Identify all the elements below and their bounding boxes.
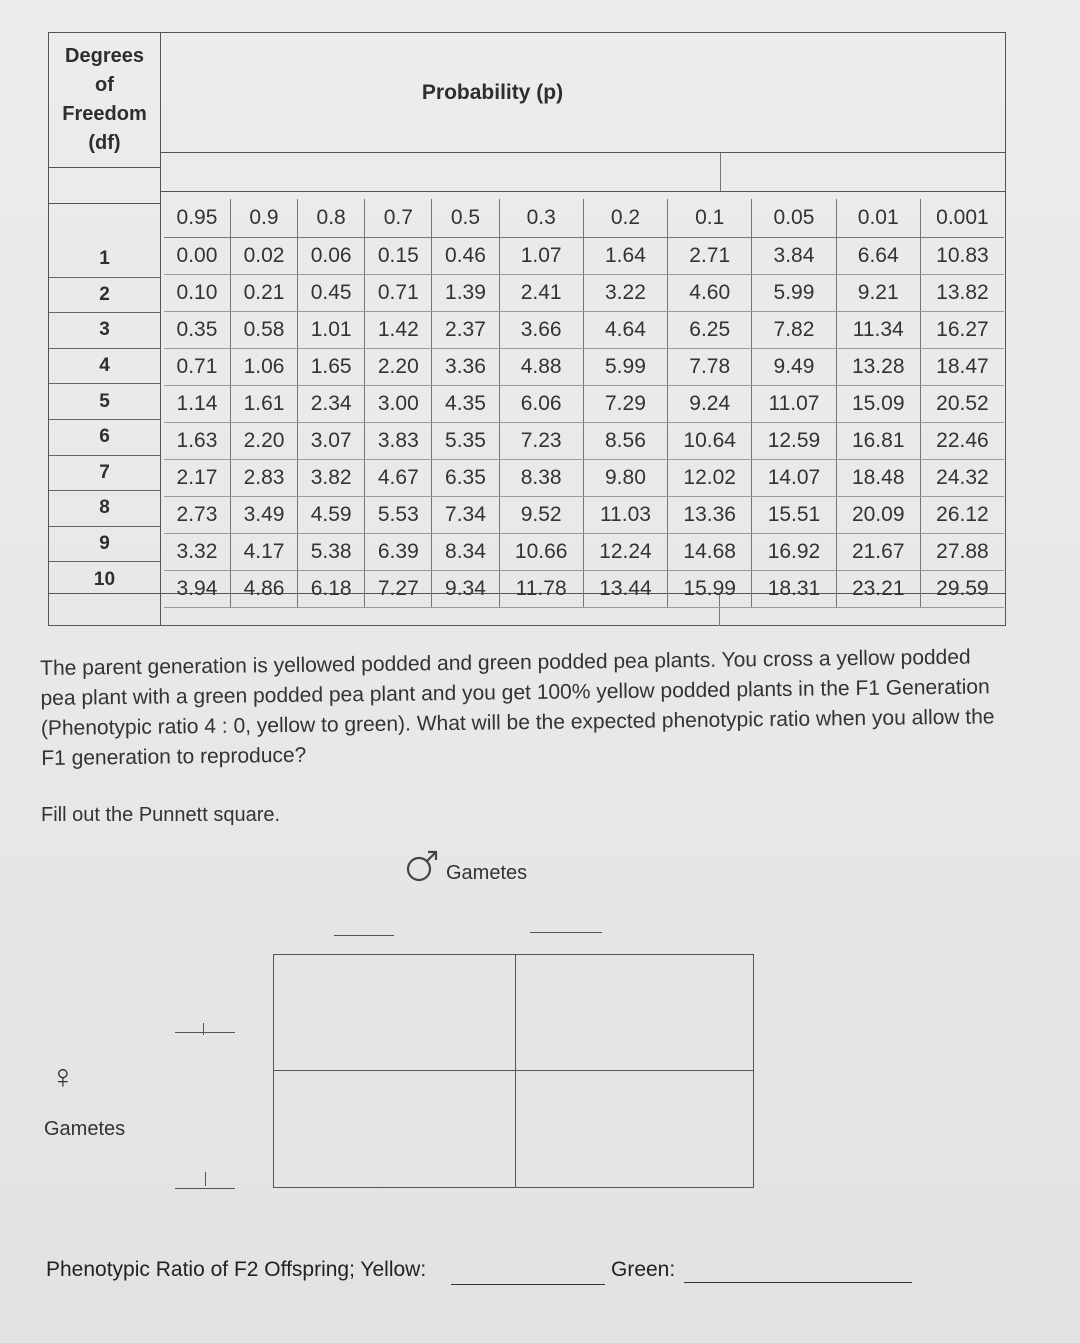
- critical-value-cell: 13.36: [668, 497, 752, 534]
- critical-value-cell: 6.64: [836, 238, 920, 275]
- p-value-header: 0.001: [920, 199, 1004, 238]
- critical-value-cell: 3.49: [230, 497, 297, 534]
- critical-value-cell: 2.34: [298, 386, 365, 423]
- df-header-line: Degrees: [65, 45, 144, 67]
- critical-value-cell: 1.39: [432, 275, 499, 312]
- p-value-header: 0.9: [230, 199, 297, 238]
- critical-value-cell: 2.37: [432, 312, 499, 349]
- critical-value-cell: 0.15: [365, 238, 432, 275]
- p-value-header: 0.95: [164, 199, 230, 238]
- chi-square-table: [48, 32, 1006, 626]
- green-label: Green:: [611, 1258, 676, 1281]
- critical-value-cell: 11.03: [583, 497, 667, 534]
- critical-value-cell: 13.82: [920, 275, 1004, 312]
- df-cell: 10: [49, 561, 160, 597]
- female-symbol-icon: ♀: [50, 1058, 76, 1096]
- critical-value-cell: 4.59: [298, 497, 365, 534]
- df-cell: 4: [49, 348, 160, 384]
- p-value-header: 0.01: [836, 199, 920, 238]
- critical-value-cell: 4.86: [230, 571, 297, 608]
- critical-value-cell: 1.01: [298, 312, 365, 349]
- female-gametes-text: Gametes: [44, 1118, 126, 1140]
- critical-value-cell: 3.00: [365, 386, 432, 423]
- critical-value-cell: 8.56: [583, 423, 667, 460]
- critical-value-cell: 7.34: [432, 497, 499, 534]
- critical-value-cell: 4.64: [583, 312, 667, 349]
- p-value-header: 0.8: [298, 199, 365, 238]
- critical-value-cell: 3.07: [298, 423, 365, 460]
- critical-value-cell: 21.67: [836, 534, 920, 571]
- critical-value-cell: 2.17: [164, 460, 230, 497]
- critical-value-cell: 0.45: [298, 275, 365, 312]
- green-answer-blank[interactable]: [684, 1282, 912, 1283]
- df-cell: 8: [49, 490, 160, 526]
- critical-value-cell: 0.71: [365, 275, 432, 312]
- instruction-text: Fill out the Punnett square.: [41, 804, 281, 826]
- p-value-header: 0.3: [499, 199, 583, 238]
- critical-value-cell: 3.83: [365, 423, 432, 460]
- critical-value-cell: 14.68: [668, 534, 752, 571]
- df-blank-cell: [49, 167, 160, 204]
- critical-value-cell: 14.07: [752, 460, 836, 497]
- critical-value-cell: 11.34: [836, 312, 920, 349]
- critical-value-cell: 1.65: [298, 349, 365, 386]
- df-header-line: Freedom: [62, 103, 147, 125]
- critical-value-cell: 6.25: [668, 312, 752, 349]
- critical-value-cell: 1.06: [230, 349, 297, 386]
- critical-value-cell: 9.21: [836, 275, 920, 312]
- male-symbol-icon: [404, 848, 440, 884]
- punnett-square: [273, 954, 754, 1188]
- critical-value-cell: 6.35: [432, 460, 499, 497]
- critical-value-cell: 11.78: [499, 571, 583, 608]
- critical-value-cell: 12.24: [583, 534, 667, 571]
- critical-value-cell: 1.61: [230, 386, 297, 423]
- critical-value-cell: 3.84: [752, 238, 836, 275]
- critical-value-cell: 16.27: [920, 312, 1004, 349]
- critical-value-cell: 0.10: [164, 275, 230, 312]
- critical-value-cell: 12.59: [752, 423, 836, 460]
- critical-value-cell: 22.46: [920, 423, 1004, 460]
- p-value-header: 0.7: [365, 199, 432, 238]
- df-cell: 5: [49, 383, 160, 419]
- critical-value-cell: 3.66: [499, 312, 583, 349]
- table-row: [164, 423, 1004, 460]
- critical-value-cell: 20.09: [836, 497, 920, 534]
- punnett-cell-bottom-right[interactable]: [516, 1071, 752, 1186]
- critical-value-cell: 0.35: [164, 312, 230, 349]
- df-header: [49, 33, 160, 168]
- critical-value-cell: 23.21: [836, 571, 920, 608]
- probability-header: Probability (p): [160, 33, 1005, 153]
- critical-value-cell: 0.71: [164, 349, 230, 386]
- male-gamete-blank-1[interactable]: [334, 935, 394, 936]
- critical-value-cell: 1.64: [583, 238, 667, 275]
- table-row: [164, 460, 1004, 497]
- critical-value-cell: 3.82: [298, 460, 365, 497]
- critical-value-cell: 13.44: [583, 571, 667, 608]
- critical-value-cell: 6.39: [365, 534, 432, 571]
- critical-value-cell: 27.88: [920, 534, 1004, 571]
- critical-value-cell: 0.06: [298, 238, 365, 275]
- critical-value-cell: 4.17: [230, 534, 297, 571]
- critical-value-cell: 10.64: [668, 423, 752, 460]
- critical-value-cell: 9.24: [668, 386, 752, 423]
- male-gametes-text: Gametes: [446, 862, 528, 884]
- critical-value-cell: 0.00: [164, 238, 230, 275]
- critical-value-cell: 1.42: [365, 312, 432, 349]
- critical-value-cell: 3.94: [164, 571, 230, 608]
- critical-value-cell: 15.51: [752, 497, 836, 534]
- critical-value-cell: 16.92: [752, 534, 836, 571]
- critical-value-cell: 0.46: [432, 238, 499, 275]
- critical-value-cell: 13.28: [836, 349, 920, 386]
- critical-value-cell: 11.07: [752, 386, 836, 423]
- critical-value-cell: 5.99: [583, 349, 667, 386]
- critical-value-cell: 5.53: [365, 497, 432, 534]
- df-cell: 2: [49, 277, 160, 313]
- table-row: [164, 534, 1004, 571]
- critical-value-cell: 9.80: [583, 460, 667, 497]
- question-text: The parent generation is yellowed podded and green podded pea plants. You cross a yellow podded pea plant with a green podded pea plant and you get 100% yellow podded plants in the F1 Generation (Phenotypic ratio 4 : 0, yellow to green). What will be the expected phenotypic ratio when you allow the F1 generation to reproduce?: [40, 645, 995, 770]
- critical-values-grid: [164, 199, 1004, 608]
- critical-value-cell: 4.35: [432, 386, 499, 423]
- p-value-header-row: [164, 199, 1004, 238]
- p-value-header: 0.05: [752, 199, 836, 238]
- critical-value-cell: 15.09: [836, 386, 920, 423]
- punnett-cell-top-right[interactable]: [516, 955, 752, 1069]
- critical-value-cell: 29.59: [920, 571, 1004, 608]
- male-gamete-blank-2[interactable]: [530, 932, 602, 933]
- yellow-answer-blank[interactable]: [451, 1284, 605, 1285]
- female-gamete-blank-2[interactable]: [175, 1188, 235, 1189]
- df-column: [49, 33, 161, 625]
- critical-value-cell: 4.67: [365, 460, 432, 497]
- df-cell: 3: [49, 312, 160, 348]
- critical-value-cell: 3.22: [583, 275, 667, 312]
- critical-value-cell: 15.99: [668, 571, 752, 608]
- table-row: [164, 349, 1004, 386]
- df-cell: 6: [49, 419, 160, 455]
- critical-value-cell: 10.66: [499, 534, 583, 571]
- table-row: [164, 386, 1004, 423]
- df-header-line: of: [95, 74, 114, 96]
- critical-value-cell: 7.23: [499, 423, 583, 460]
- critical-value-cell: 2.83: [230, 460, 297, 497]
- critical-value-cell: 6.18: [298, 571, 365, 608]
- p-value-header: 0.5: [432, 199, 499, 238]
- header-blank-band: [160, 153, 1005, 192]
- punnett-cell-top-left[interactable]: [274, 955, 514, 1069]
- critical-value-cell: 24.32: [920, 460, 1004, 497]
- critical-value-cell: 2.20: [230, 423, 297, 460]
- p-value-header: 0.2: [583, 199, 667, 238]
- critical-value-cell: 5.35: [432, 423, 499, 460]
- critical-value-cell: 18.47: [920, 349, 1004, 386]
- critical-value-cell: 6.06: [499, 386, 583, 423]
- critical-value-cell: 2.20: [365, 349, 432, 386]
- critical-value-cell: 5.99: [752, 275, 836, 312]
- male-gametes-label: [404, 846, 527, 885]
- critical-value-cell: 18.31: [752, 571, 836, 608]
- critical-value-cell: 4.60: [668, 275, 752, 312]
- critical-value-cell: 3.36: [432, 349, 499, 386]
- critical-value-cell: 18.48: [836, 460, 920, 497]
- table-row: [164, 571, 1004, 608]
- table-row: [164, 312, 1004, 349]
- punnett-cell-bottom-left[interactable]: [274, 1071, 514, 1186]
- critical-value-cell: 3.32: [164, 534, 230, 571]
- critical-value-cell: 8.34: [432, 534, 499, 571]
- df-cell: 1: [99, 247, 110, 269]
- df-cell: 9: [49, 526, 160, 562]
- critical-value-cell: 10.83: [920, 238, 1004, 275]
- table-row: [164, 497, 1004, 534]
- critical-value-cell: 9.49: [752, 349, 836, 386]
- female-gamete-blank-1[interactable]: [175, 1032, 235, 1033]
- critical-value-cell: 4.88: [499, 349, 583, 386]
- critical-value-cell: 9.52: [499, 497, 583, 534]
- critical-value-cell: 1.63: [164, 423, 230, 460]
- table-row: [164, 275, 1004, 312]
- df-cell: 7: [49, 455, 160, 491]
- critical-value-cell: 1.07: [499, 238, 583, 275]
- critical-value-cell: 2.73: [164, 497, 230, 534]
- critical-value-cell: 2.71: [668, 238, 752, 275]
- critical-value-cell: 5.38: [298, 534, 365, 571]
- critical-value-cell: 2.41: [499, 275, 583, 312]
- critical-value-cell: 12.02: [668, 460, 752, 497]
- critical-value-cell: 8.38: [499, 460, 583, 497]
- df-values: [49, 241, 160, 597]
- critical-value-cell: 26.12: [920, 497, 1004, 534]
- p-value-header: 0.1: [668, 199, 752, 238]
- critical-value-cell: 0.02: [230, 238, 297, 275]
- critical-value-cell: 16.81: [836, 423, 920, 460]
- critical-value-cell: 0.58: [230, 312, 297, 349]
- table-row: [164, 238, 1004, 275]
- critical-value-cell: 0.21: [230, 275, 297, 312]
- critical-value-cell: 7.29: [583, 386, 667, 423]
- critical-value-cell: 1.14: [164, 386, 230, 423]
- critical-value-cell: 7.78: [668, 349, 752, 386]
- critical-value-cell: 20.52: [920, 386, 1004, 423]
- df-header-line: (df): [88, 132, 121, 154]
- critical-value-cell: 9.34: [432, 571, 499, 608]
- critical-value-cell: 7.82: [752, 312, 836, 349]
- critical-value-cell: 7.27: [365, 571, 432, 608]
- ratio-label: Phenotypic Ratio of F2 Offspring; Yellow:: [46, 1258, 427, 1281]
